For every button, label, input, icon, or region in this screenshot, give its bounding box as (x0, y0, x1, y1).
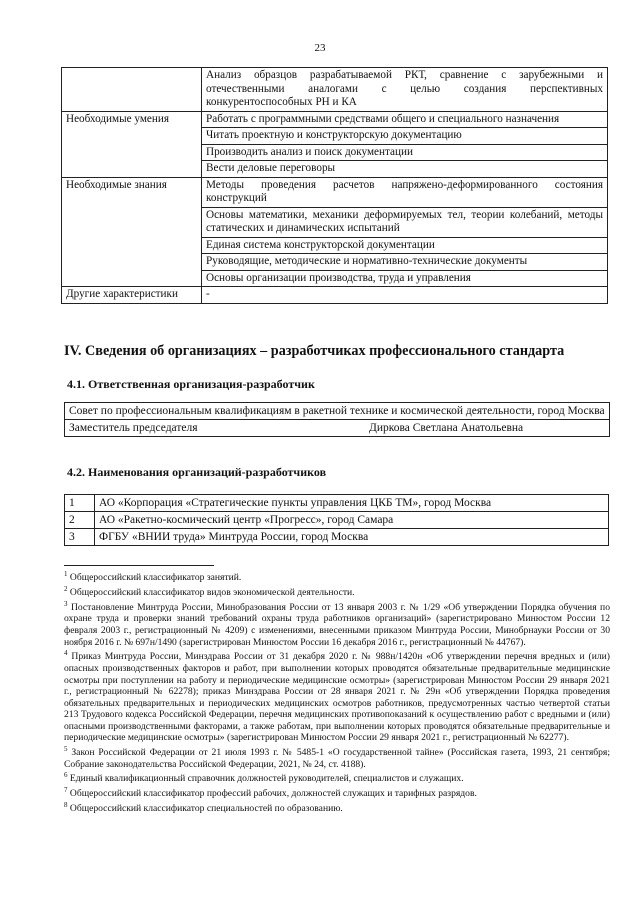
responsible-position: Заместитель председателя (69, 422, 198, 434)
developer-orgs-heading: 4.2. Наименования организаций-разработчиков (67, 465, 327, 479)
requirement-category-label (62, 68, 202, 112)
developer-org-row (65, 495, 609, 512)
requirement-item: Руководящие, методические и нормативно-технические документы (202, 254, 608, 271)
footnote-text: Общероссийский классификатор занятий. (67, 572, 242, 584)
requirement-item: - (202, 287, 608, 304)
requirement-item: Анализ образцов разрабатываемой РКТ, сравнение с зарубежными и отечественными аналогами с целью создания перспективных конкурентоспособных РН и КА (202, 68, 608, 112)
footnote-mark: 6 (64, 771, 68, 780)
footnote (64, 800, 610, 815)
footnote-mark: 5 (64, 745, 68, 754)
footnote (64, 785, 610, 800)
footnote (64, 744, 610, 770)
developer-org-number: 2 (65, 512, 95, 529)
requirements-row (62, 287, 608, 304)
developer-org-number: 1 (65, 495, 95, 512)
responsible-person-name: Диркова Светлана Анатольевна (369, 422, 524, 434)
footnote-text: Закон Российской Федерации от 21 июля 1993 г. № 5485-1 «О государственной тайне» (Российская газета, 1993, 21 сентября; Собрание законодательства Российской Федерации, 2021, № 24, ст. 4188). (64, 747, 610, 770)
footnote-text: Приказ Минтруда России, Минздрава России от 31 декабря 2020 г. № 988н/1420н «Об утверждении перечня вредных и (или) опасных производственных факторов и работ, при выполнении которых проводятся обязательные предварительные медицинские осмотры при поступлении на работу и периодические медицинские осмотры» (зарегистрирован Минюстом России 29 января 2021 г., регистрационный № 62278); приказ Минздрава России от 28 января 2021 г. № 29н «Об утверждении Порядка проведения обязательных предварительных и периодических медицинских осмотров работников, предусмотренных частью четвертой статьи 213 Трудового кодекса Российской Федерации, перечня медицинских противопоказаний к осуществлению работ с вредными и (или) опасными производственными факторами, а также работам, при выполнении которых проводятся обязательные предварительные и периодические медицинские осмотры» (зарегистрирован Минюстом России 29 января 2021 г., регистрационный № 62277). (64, 651, 610, 744)
requirement-category-label: Необходимые умения (62, 111, 202, 177)
footnote-mark: 3 (64, 599, 68, 608)
footnote-mark: 4 (64, 649, 68, 658)
footnote-text: Общероссийский классификатор специальностей по образованию. (67, 803, 343, 815)
footnotes (64, 569, 610, 815)
requirement-item: Единая система конструкторской документации (202, 237, 608, 254)
footnote-mark: 1 (64, 570, 68, 578)
requirement-category-label: Другие характеристики (62, 287, 202, 304)
footnote (64, 770, 610, 785)
footnote-mark: 7 (64, 786, 68, 795)
developer-org-name: ФГБУ «ВНИИ труда» Минтруда России, город Москва (95, 529, 609, 546)
requirement-item: Методы проведения расчетов напряжено-деформированного состояния конструкций (202, 177, 608, 207)
requirement-item: Производить анализ и поиск документации (202, 144, 608, 161)
footnote-divider (64, 565, 214, 566)
footnote-text: Постановление Минтруда России, Минобразования России от 13 января 2003 г. № 1/29 «Об утверждении Порядка обучения по охране труда и проверки знаний требований охраны труда работников организаций» (зарегистрировано Минюстом России 12 февраля 2003 г., регистрационный № 4209) с изменениями, внесенными приказом Минтруда России, Минобрнауки России от 30 ноября 2016 г. № 697н/1490 (зарегистрирован Минюстом России 16 декабря 2016 г., регистрационный № 44767). (64, 601, 610, 648)
developer-org-row (65, 529, 609, 546)
footnote-text: Общероссийский классификатор профессий рабочих, должностей служащих и тарифных разрядов. (67, 788, 477, 800)
requirement-category-label: Необходимые знания (62, 177, 202, 287)
requirement-item: Вести деловые переговоры (202, 161, 608, 178)
developer-org-name: АО «Корпорация «Стратегические пункты управления ЦКБ ТМ», город Москва (95, 495, 609, 512)
developer-org-name: АО «Ракетно-космический центр «Прогресс», город Самара (95, 512, 609, 529)
responsible-org-name: Совет по профессиональным квалификациям в ракетной технике и космической деятельности, город Москва (65, 403, 609, 420)
requirement-item: Работать с программными средствами общего и специального назначения (202, 111, 608, 128)
developer-org-row (65, 512, 609, 529)
footnote-text: Общероссийский классификатор видов экономической деятельности. (67, 586, 355, 598)
responsible-org-heading: 4.1. Ответственная организация-разработчик (67, 377, 315, 391)
page-number: 23 (314, 42, 326, 54)
developer-orgs-table (64, 494, 609, 546)
requirements-row (62, 68, 608, 112)
footnote-mark: 8 (64, 801, 68, 809)
footnote-text: Единый квалификационный справочник должностей руководителей, специалистов и служащих. (67, 773, 464, 785)
requirement-item: Основы организации производства, труда и управления (202, 270, 608, 287)
requirement-item: Читать проектную и конструкторскую документацию (202, 128, 608, 145)
responsible-person-row (65, 420, 609, 436)
requirements-row (62, 111, 608, 128)
footnote (64, 584, 610, 599)
requirements-row (62, 177, 608, 207)
footnote (64, 569, 610, 584)
footnote (64, 648, 610, 744)
section-heading: IV. Сведения об организациях – разработчиках профессионального стандарта (64, 343, 565, 359)
footnote-mark: 2 (64, 584, 68, 593)
requirement-item: Основы математики, механики деформируемых тел, теории колебаний, методы статических и динамических испытаний (202, 207, 608, 237)
footnote (64, 599, 610, 649)
developer-org-number: 3 (65, 529, 95, 546)
requirements-table (61, 67, 608, 304)
responsible-org-box (64, 402, 610, 437)
